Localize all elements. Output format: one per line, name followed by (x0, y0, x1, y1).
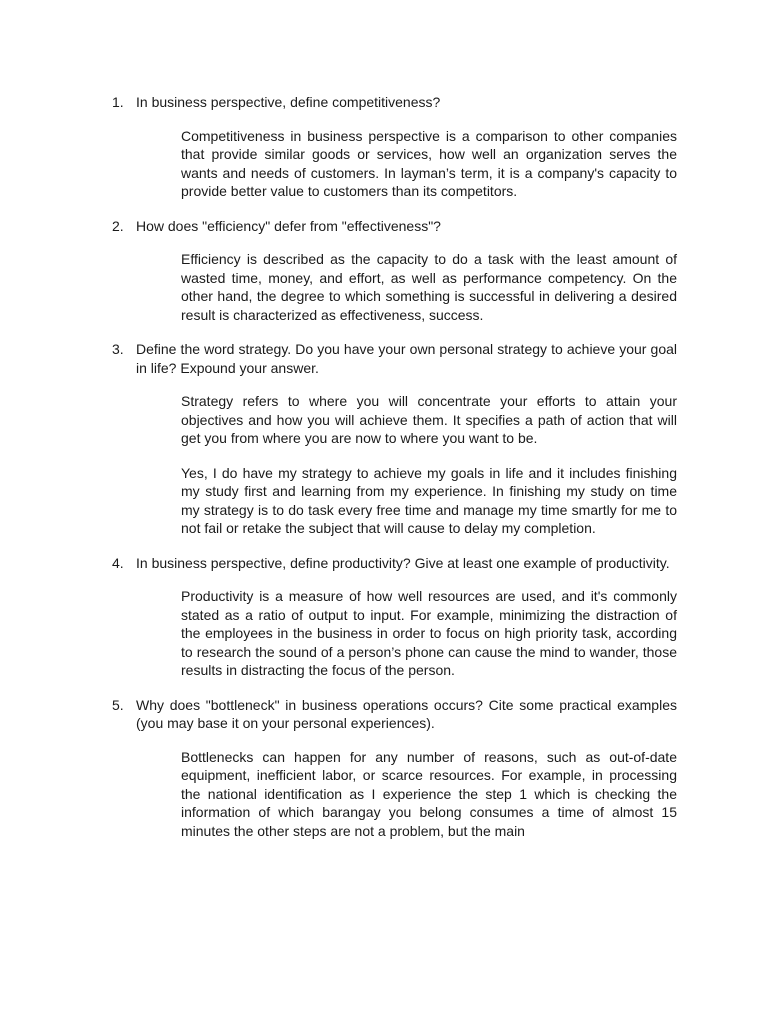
question-number: 5. (112, 696, 124, 713)
question-text: Why does "bottleneck" in business operations occurs? Cite some practical examples (you may base it on your personal experiences). (136, 696, 677, 731)
answer-paragraph: Efficiency is described as the capacity to do a task with the least amount of wasted time, money, and effort, as well as performance competency. On the other hand, the degree to which something is successful in delivering a desired result is characterized as effectiveness, success. (181, 251, 677, 323)
question-text: How does "efficiency" defer from "effectiveness"? (136, 217, 441, 234)
question-number: 3. (112, 341, 124, 357)
question-text: In business perspective, define productivity? Give at least one example of productivity. (136, 554, 670, 571)
question-1 (112, 93, 677, 112)
question-number: 2. (112, 217, 124, 234)
question-number: 4. (112, 554, 124, 571)
question-3 (112, 340, 677, 377)
question-text: In business perspective, define competitiveness? (136, 94, 441, 110)
answer-paragraph: Productivity is a measure of how well resources are used, and it's commonly stated as a ratio of output to input. For example, minimizing the distraction of the employees in the business in order to focus on high priority task, according to research the sound of a person’s phone can cause the mind to wander, those results in distracting the focus of the person. (181, 588, 677, 678)
question-4 (112, 554, 677, 573)
question-text: Define the word strategy. Do you have your own personal strategy to achieve your goal in life? Expound your answer. (136, 341, 677, 376)
question-2 (112, 217, 677, 236)
answer-paragraph: Competitiveness in business perspective is a comparison to other companies that provide similar goods or services, how well an organization serves the wants and needs of customers. In layman’s term, it is a company's capacity to provide better value to customers than its competitors. (181, 127, 677, 199)
answer-paragraph: Yes, I do have my strategy to achieve my goals in life and it includes finishing my study first and learning from my experience. In finishing my study on time my strategy is to do task every free time and manage my time smartly for me to not fail or retake the subject that will cause to delay my completion. (181, 464, 677, 536)
question-number: 1. (112, 94, 124, 110)
question-5 (112, 696, 677, 733)
answer-paragraph: Bottlenecks can happen for any number of reasons, such as out-of-date equipment, inefficient labor, or scarce resources. For example, in processing the national identification as I experience the step 1 which is checking the information of which barangay you belong consumes a time of almost 15 minutes the other steps are not a problem, but the main (181, 748, 677, 839)
answer-paragraph: Strategy refers to where you will concentrate your efforts to attain your objectives and how you will achieve them. It specifies a path of action that will get you from where you are now to where you want to be. (181, 393, 677, 446)
